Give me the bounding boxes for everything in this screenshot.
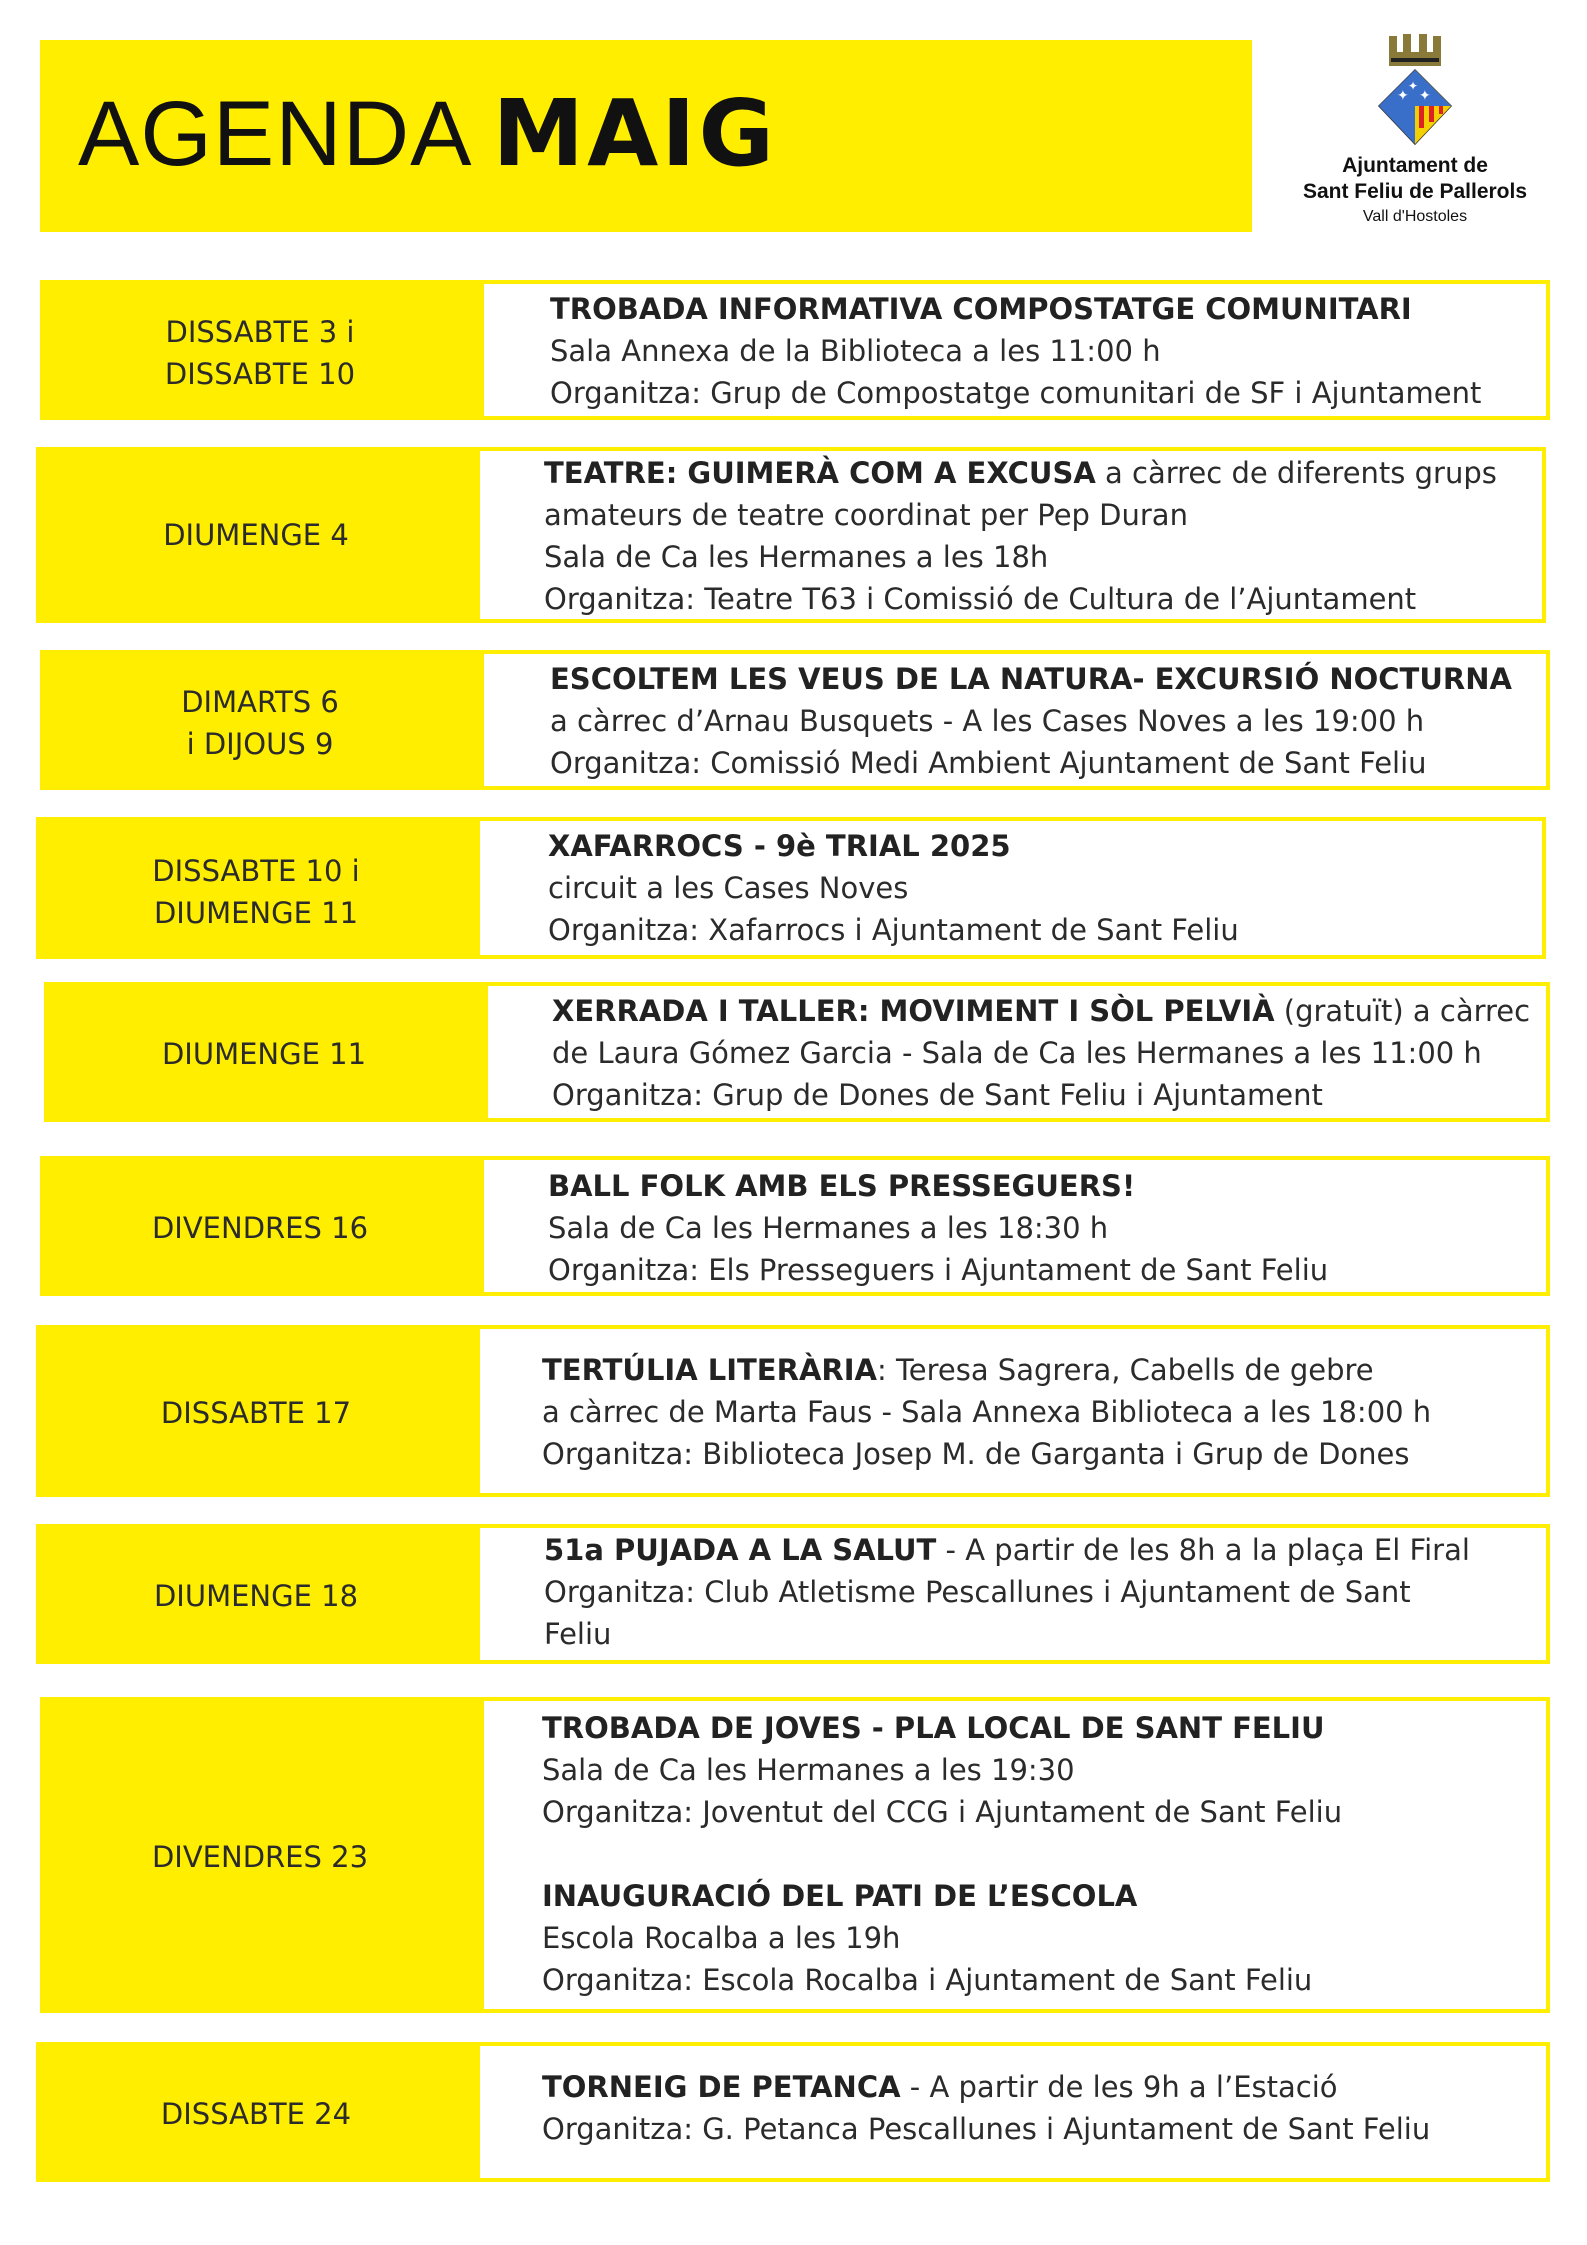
event-line: Sala de Ca les Hermanes a les 19:30 [542, 1753, 1075, 1787]
event-date-box [44, 982, 484, 1122]
logo-line-3: Vall d'Hostoles [1362, 208, 1468, 225]
event-date: DIUMENGE 11 [161, 1037, 367, 1071]
event-title: TEATRE: GUIMERÀ COM A EXCUSA [544, 456, 1096, 490]
event-title-suffix: : Teresa Sagrera, Cabells de gebre [876, 1353, 1374, 1387]
svg-text:✦: ✦ [1397, 88, 1409, 104]
event-line: Organitza: Xafarrocs i Ajuntament de Sant Feliu [548, 913, 1239, 947]
event-date-box [40, 280, 480, 420]
event-row [40, 1156, 1550, 1296]
event-row [44, 982, 1550, 1122]
event-line: Organitza: G. Petanca Pescallunes i Ajuntament de Sant Feliu [542, 2112, 1431, 2146]
event-line: Organitza: Joventut del CCG i Ajuntament de Sant Feliu [542, 1795, 1343, 1829]
event-title: INAUGURACIÓ DEL PATI DE L’ESCOLA [542, 1879, 1138, 1913]
event-line: Organitza: Biblioteca Josep M. de Garganta i Grup de Dones [542, 1437, 1410, 1471]
event-row [40, 280, 1550, 420]
event-line: Organitza: Club Atletisme Pescallunes i Ajuntament de Sant [544, 1575, 1411, 1609]
coat-of-arms-icon [1375, 30, 1455, 148]
event-row [40, 1697, 1550, 2013]
event-date: DIUMENGE 11 [153, 896, 359, 930]
event-date: DIUMENGE 18 [153, 1579, 359, 1613]
event-row [36, 1524, 1550, 1664]
event-title: TROBADA INFORMATIVA COMPOSTATGE COMUNITARI [550, 292, 1412, 326]
svg-text:✦: ✦ [1419, 88, 1431, 104]
event-line: Feliu [544, 1617, 612, 1651]
event-row [36, 1325, 1550, 1497]
page-title [78, 80, 778, 187]
event-date: DISSABTE 24 [160, 2097, 352, 2131]
event-date-box [40, 1156, 480, 1296]
event-line: Organitza: Els Presseguers i Ajuntament de Sant Feliu [548, 1253, 1329, 1287]
event-row [36, 2042, 1550, 2182]
event-line: Sala de Ca les Hermanes a les 18:30 h [548, 1211, 1109, 1245]
event-date: DIUMENGE 4 [163, 518, 349, 552]
event-line: Sala de Ca les Hermanes a les 18h [544, 540, 1049, 574]
event-date: DIMARTS 6 [181, 685, 339, 719]
event-line: Sala Annexa de la Biblioteca a les 11:00 h [550, 334, 1161, 368]
title-light: AGENDA [78, 83, 473, 185]
event-title: XERRADA I TALLER: MOVIMENT I SÒL PELVIÀ [552, 994, 1275, 1028]
title-bold: MAIG [492, 80, 778, 187]
event-date-box [36, 447, 476, 623]
event-title-suffix: - A partir de les 8h a la plaça El Firal [936, 1533, 1470, 1567]
event-date-box [36, 1325, 476, 1497]
event-date-box [36, 1524, 476, 1664]
event-title: TERTÚLIA LITERÀRIA [542, 1353, 877, 1387]
event-date-box [36, 817, 476, 959]
event-date: DISSABTE 10 i [152, 854, 360, 888]
event-title-suffix: a càrrec de diferents grups [1095, 456, 1497, 490]
event-row [36, 817, 1546, 959]
event-title: ESCOLTEM LES VEUS DE LA NATURA- EXCURSIÓ NOCTURNA [550, 662, 1512, 696]
header-banner [40, 40, 1252, 232]
event-line: a càrrec d’Arnau Busquets - A les Cases Noves a les 19:00 h [550, 704, 1425, 738]
event-line: Organitza: Escola Rocalba i Ajuntament de Sant Feliu [542, 1963, 1313, 1997]
svg-text:✦: ✦ [1408, 79, 1419, 93]
event-line: circuit a les Cases Noves [548, 871, 909, 905]
event-title: 51a PUJADA A LA SALUT [544, 1533, 937, 1567]
event-line: Organitza: Teatre T63 i Comissió de Cultura de l’Ajuntament [544, 582, 1417, 616]
event-title-suffix: - A partir de les 9h a l’Estació [900, 2070, 1338, 2104]
event-line: amateurs de teatre coordinat per Pep Duran [544, 498, 1188, 532]
event-date-box [40, 1697, 480, 2013]
event-title: XAFARROCS - 9è TRIAL 2025 [548, 829, 1011, 863]
event-date-box [36, 2042, 476, 2182]
logo-line-2: Sant Feliu de Pallerols [1302, 180, 1528, 203]
event-line: Organitza: Comissió Medi Ambient Ajuntament de Sant Feliu [550, 746, 1427, 780]
event-date: DIVENDRES 16 [151, 1211, 369, 1245]
event-title: BALL FOLK AMB ELS PRESSEGUERS! [548, 1169, 1136, 1203]
event-line: Organitza: Grup de Dones de Sant Feliu i Ajuntament [552, 1078, 1323, 1112]
event-title: TROBADA DE JOVES - PLA LOCAL DE SANT FELIU [542, 1711, 1325, 1745]
logo-line-1: Ajuntament de [1342, 154, 1488, 177]
event-row [40, 650, 1550, 790]
event-title-suffix: (gratuït) a càrrec [1274, 994, 1531, 1028]
event-date: DIVENDRES 23 [151, 1840, 369, 1874]
event-line: Escola Rocalba a les 19h [542, 1921, 901, 1955]
event-row [36, 447, 1546, 623]
event-date: DISSABTE 3 i [165, 315, 355, 349]
event-title: TORNEIG DE PETANCA [542, 2070, 901, 2104]
event-date-box [40, 650, 480, 790]
event-line: Organitza: Grup de Compostatge comunitari de SF i Ajuntament [550, 376, 1482, 410]
event-date: DISSABTE 17 [160, 1396, 352, 1430]
event-date: DISSABTE 10 [164, 357, 356, 391]
event-line: de Laura Gómez Garcia - Sala de Ca les Hermanes a les 11:00 h [552, 1036, 1482, 1070]
municipal-logo [1280, 30, 1550, 230]
event-line: a càrrec de Marta Faus - Sala Annexa Biblioteca a les 18:00 h [542, 1395, 1432, 1429]
event-date: i DIJOUS 9 [186, 727, 334, 761]
